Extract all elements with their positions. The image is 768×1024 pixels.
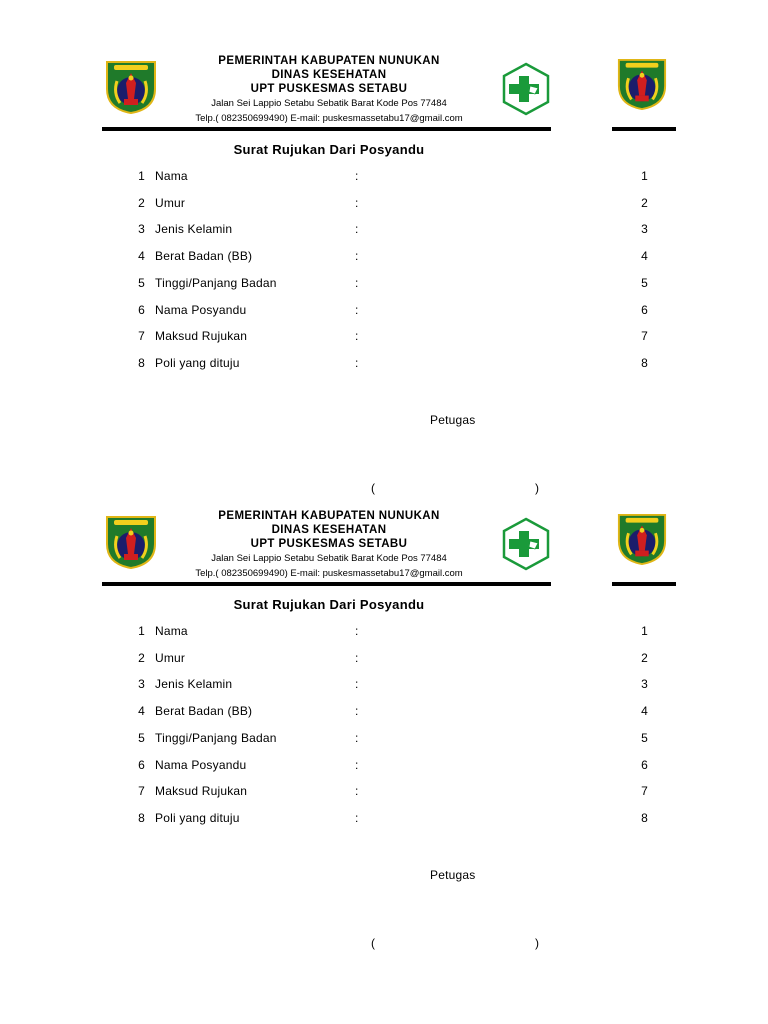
- field-colon: :: [355, 677, 359, 692]
- field-number: 2: [138, 650, 145, 665]
- signature-close-paren: ): [535, 936, 539, 950]
- header-contact-line: Telp.( 082350699490) E-mail: puskesmassetabu17@gmail.com: [195, 568, 463, 579]
- field-label: Umur: [155, 650, 186, 665]
- form-field-row: [0, 329, 768, 349]
- field-right-number: 1: [641, 169, 648, 183]
- field-right-number: 6: [641, 302, 648, 317]
- field-colon: :: [355, 730, 359, 745]
- field-right-number: 7: [641, 329, 648, 344]
- field-label: Berat Badan (BB): [155, 249, 253, 264]
- form-field-row: [0, 356, 768, 376]
- field-colon: :: [355, 810, 359, 825]
- regency-emblem-icon: [104, 59, 158, 115]
- form-field-row: [0, 704, 768, 724]
- header-divider: [102, 582, 551, 586]
- header-address-line: Jalan Sei Lappio Setabu Sebatik Barat Kode Pos 77484: [211, 553, 447, 564]
- field-colon: :: [355, 249, 359, 264]
- field-number: 2: [138, 195, 145, 210]
- puskesmas-cross-logo-icon: [499, 62, 553, 116]
- field-right-number: 3: [641, 222, 648, 237]
- field-colon: :: [355, 329, 359, 344]
- field-label: Jenis Kelamin: [155, 677, 233, 692]
- header-divider: [102, 127, 551, 131]
- field-label: Nama Posyandu: [155, 757, 247, 772]
- field-number: 3: [138, 222, 145, 237]
- field-right-number: 2: [641, 650, 648, 665]
- field-number: 4: [138, 704, 145, 719]
- field-label: Nama: [155, 169, 188, 183]
- form-field-row: [0, 303, 768, 323]
- regency-emblem-icon: [616, 511, 668, 567]
- field-colon: :: [355, 302, 359, 317]
- field-right-number: 3: [641, 677, 648, 692]
- form-field-row: [0, 196, 768, 216]
- form-title: Surat Rujukan Dari Posyandu: [233, 597, 425, 612]
- field-number: 7: [138, 329, 145, 344]
- header-contact-line: Telp.( 082350699490) E-mail: puskesmassetabu17@gmail.com: [195, 113, 463, 124]
- field-colon: :: [355, 624, 359, 638]
- field-right-number: 4: [641, 704, 648, 719]
- header-agency-line: DINAS KESEHATAN: [271, 69, 387, 81]
- field-number: 8: [138, 355, 145, 370]
- field-right-number: 8: [641, 355, 648, 370]
- form-field-row: [0, 811, 768, 831]
- form-field-row: [0, 624, 768, 644]
- signature-open-paren: (: [371, 481, 375, 495]
- form-title: Surat Rujukan Dari Posyandu: [233, 142, 425, 157]
- form-field-row: [0, 651, 768, 671]
- field-label: Poli yang dituju: [155, 810, 240, 825]
- referral-form-2: [0, 455, 768, 950]
- signature-label: Petugas: [430, 413, 476, 427]
- field-label: Umur: [155, 195, 186, 210]
- form-field-row: [0, 758, 768, 778]
- header-government-line: PEMERINTAH KABUPATEN NUNUKAN: [218, 55, 440, 67]
- field-right-number: 8: [641, 810, 648, 825]
- field-label: Poli yang dituju: [155, 355, 240, 370]
- field-label: Jenis Kelamin: [155, 222, 233, 237]
- form-field-row: [0, 677, 768, 697]
- field-colon: :: [355, 169, 359, 183]
- header-unit-line: UPT PUSKESMAS SETABU: [250, 83, 408, 95]
- regency-emblem-icon: [616, 56, 668, 112]
- puskesmas-cross-logo-icon: [499, 517, 553, 571]
- field-number: 6: [138, 757, 145, 772]
- field-number: 4: [138, 249, 145, 264]
- regency-emblem-icon: [104, 514, 158, 570]
- field-right-number: 2: [641, 195, 648, 210]
- field-right-number: 4: [641, 249, 648, 264]
- field-number: 1: [138, 624, 145, 638]
- field-colon: :: [355, 195, 359, 210]
- form-field-row: [0, 276, 768, 296]
- header-address-line: Jalan Sei Lappio Setabu Sebatik Barat Kode Pos 77484: [211, 98, 447, 109]
- field-colon: :: [355, 275, 359, 290]
- signature-open-paren: (: [371, 936, 375, 950]
- header-government-line: PEMERINTAH KABUPATEN NUNUKAN: [218, 510, 440, 522]
- field-label: Tinggi/Panjang Badan: [155, 275, 277, 290]
- field-label: Nama: [155, 624, 188, 638]
- header-unit-line: UPT PUSKESMAS SETABU: [250, 538, 408, 550]
- field-label: Maksud Rujukan: [155, 784, 248, 799]
- field-number: 3: [138, 677, 145, 692]
- referral-form-1: [0, 0, 768, 495]
- field-number: 5: [138, 275, 145, 290]
- field-colon: :: [355, 222, 359, 237]
- signature-close-paren: ): [535, 481, 539, 495]
- signature-label: Petugas: [430, 868, 476, 882]
- field-colon: :: [355, 757, 359, 772]
- field-label: Tinggi/Panjang Badan: [155, 730, 277, 745]
- field-number: 6: [138, 302, 145, 317]
- field-colon: :: [355, 784, 359, 799]
- form-field-row: [0, 222, 768, 242]
- header-divider-right: [612, 127, 676, 131]
- field-right-number: 1: [641, 624, 648, 638]
- form-field-row: [0, 249, 768, 269]
- header-agency-line: DINAS KESEHATAN: [271, 524, 387, 536]
- field-right-number: 5: [641, 730, 648, 745]
- field-right-number: 7: [641, 784, 648, 799]
- field-label: Nama Posyandu: [155, 302, 247, 317]
- field-right-number: 5: [641, 275, 648, 290]
- field-number: 8: [138, 810, 145, 825]
- field-colon: :: [355, 650, 359, 665]
- form-field-row: [0, 731, 768, 751]
- form-field-row: [0, 169, 768, 189]
- header-divider-right: [612, 582, 676, 586]
- field-right-number: 6: [641, 757, 648, 772]
- field-colon: :: [355, 704, 359, 719]
- form-field-row: [0, 784, 768, 804]
- field-label: Maksud Rujukan: [155, 329, 248, 344]
- field-colon: :: [355, 355, 359, 370]
- field-number: 5: [138, 730, 145, 745]
- field-number: 1: [138, 169, 145, 183]
- field-label: Berat Badan (BB): [155, 704, 253, 719]
- field-number: 7: [138, 784, 145, 799]
